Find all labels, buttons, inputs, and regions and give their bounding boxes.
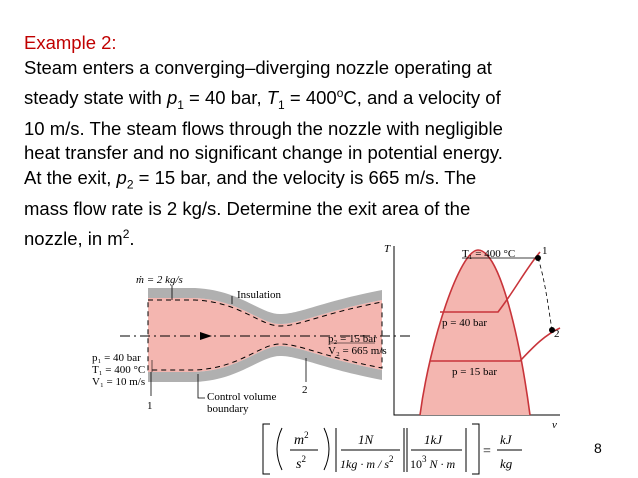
den-kg [340, 454, 394, 471]
mdot-label: ṁ = 2 kg/s [136, 274, 183, 286]
outer-bracket-left [263, 424, 270, 474]
num-kJ: kJ [500, 432, 512, 447]
equals: = [483, 444, 491, 459]
tv-state2-label: 2 [554, 328, 560, 340]
cv-label-2: boundary [207, 403, 249, 415]
outer-bracket-right [472, 424, 479, 474]
inlet-V1: V₁ = 10 m/s [92, 376, 146, 388]
tv-v-axis: v [552, 419, 557, 431]
line-3: 10 m/s. The steam flows through the nozzle with negligible [24, 117, 503, 139]
tv-p15-label: p = 15 bar [452, 366, 497, 378]
diagram-text: s [296, 457, 302, 472]
line-2: steady state with $p_1 = 40$ bar, $T_1 = 400^oC$, and a velocity of [24, 85, 501, 112]
den-kg-result: kg [500, 456, 513, 471]
diagram-text: 2 [304, 430, 309, 440]
den-s [296, 454, 306, 472]
tv-p40-label: p = 40 bar [442, 317, 487, 329]
insulation-label: Insulation [237, 289, 281, 301]
num-m [294, 430, 309, 448]
den-Nm [410, 454, 456, 471]
diagram-text: N · m [426, 457, 456, 471]
diagram-text: 3 [422, 454, 427, 464]
paren-right [324, 428, 329, 470]
diagram-text: 2 [389, 454, 394, 464]
state2-label: 2 [302, 384, 308, 396]
slide-title: Example 2: [24, 32, 117, 53]
diagram-text: m [294, 433, 305, 448]
num-1N: 1N [358, 432, 374, 447]
line-7: nozzle, in $m^2$. [24, 226, 135, 249]
tv-state1-label: 1 [542, 245, 548, 257]
tv-T-axis: T [384, 243, 391, 255]
num-1kJ: 1kJ [424, 432, 443, 447]
outlet-p2: p₂ = 15 bar [328, 333, 377, 345]
paren-left [277, 428, 282, 470]
inlet-T1: T₁ = 400 °C [92, 364, 146, 376]
diagram-text: 1kg · m / s [340, 457, 389, 471]
tv-T1-label: T₁ = 400 °C [462, 248, 516, 260]
line-6: mass flow rate is 2 kg/s. Determine the exit area of the [24, 198, 471, 220]
outlet-V2: V₂ = 665 m/s [328, 345, 387, 357]
cv-label-1: Control volume [207, 391, 277, 403]
line-4: heat transfer and no significant change in potential energy. [24, 142, 503, 164]
line-5: At the exit, $p_2 = 15$ bar, and the velocity is 665 m/s. The [24, 166, 477, 192]
inlet-p1: p₁ = 40 bar [92, 352, 141, 364]
state1-label: 1 [147, 400, 153, 412]
diagram-text: 2 [301, 454, 306, 464]
line-1: Steam enters a converging–diverging nozzle operating at [24, 57, 492, 78]
page-number: 8 [594, 440, 602, 456]
diagram-text: 10 [410, 457, 422, 471]
